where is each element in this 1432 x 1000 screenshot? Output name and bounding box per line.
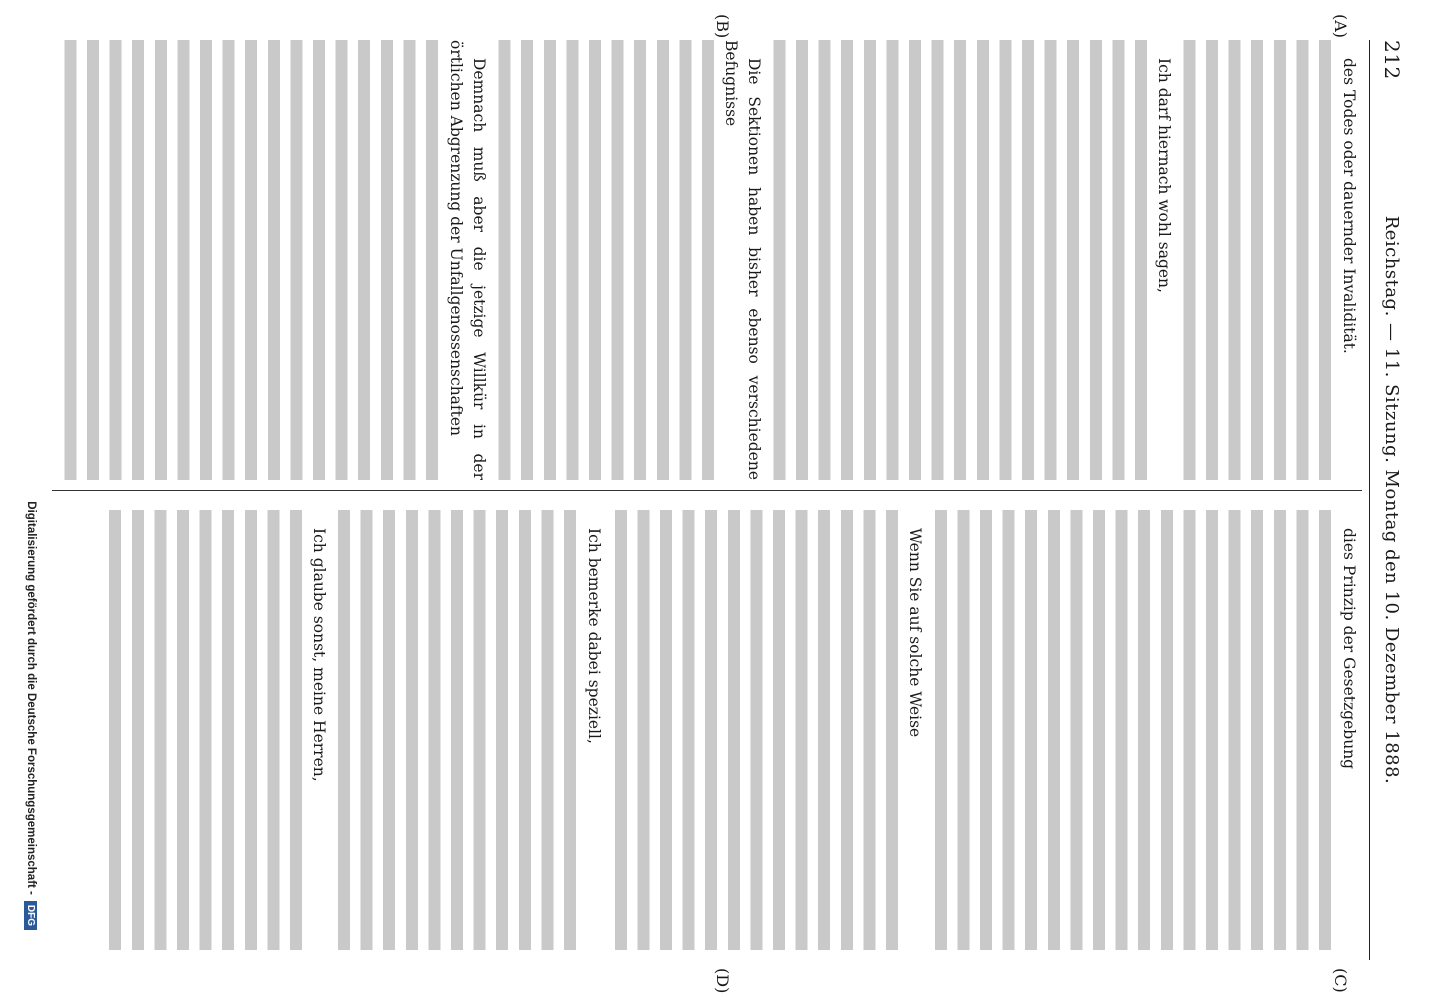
column-divider (52, 490, 1362, 491)
margin-letter-d: (D) (713, 968, 732, 994)
paragraph: Demnach muß aber die jetzige Willkür in der örtlichen Abgrenzung der Unfallgenossenschaften (447, 40, 488, 480)
dfg-logo: DFG (24, 901, 37, 930)
margin-letter-b: (B) (713, 14, 732, 39)
paragraph: dies Prinzip der Gesetzgebung (1340, 528, 1358, 770)
paragraph: Ich darf hiernach wohl sagen, (1155, 58, 1174, 293)
footer-text: Digitalisierung gefördert durch die Deutsche Forschungsgemeinschaft - (25, 501, 37, 895)
paragraph: Wenn Sie auf solche Weise (906, 528, 925, 738)
paragraph: Die Sektionen haben bisher ebenso verschiedene Befugnisse (722, 40, 763, 480)
unread-text (106, 510, 306, 950)
right-column (60, 510, 1360, 950)
paragraph: des Todes oder dauernder Invalidität. (1340, 58, 1358, 354)
margin-letter-a: (A) (1331, 14, 1350, 39)
unread-text (1177, 40, 1335, 480)
unread-text (928, 510, 1335, 950)
header-rule (1369, 40, 1370, 960)
page-number: 212 (1380, 40, 1404, 80)
unread-text (332, 510, 580, 950)
digitization-footer (24, 70, 37, 930)
unread-text (767, 40, 1151, 480)
unread-text (60, 40, 442, 480)
left-column (60, 40, 1360, 480)
paragraph: Ich bemerke dabei speziell, (584, 528, 603, 744)
page-header (1374, 40, 1410, 960)
unread-text (607, 510, 902, 950)
running-title: Reichstag. — 11. Sitzung. Montag den 10. Dezember 1888. (1381, 215, 1402, 785)
paragraph: Ich glaube sonst, meine Herren, (310, 528, 329, 782)
unread-text (492, 40, 718, 480)
margin-letter-c: (C) (1331, 968, 1350, 993)
